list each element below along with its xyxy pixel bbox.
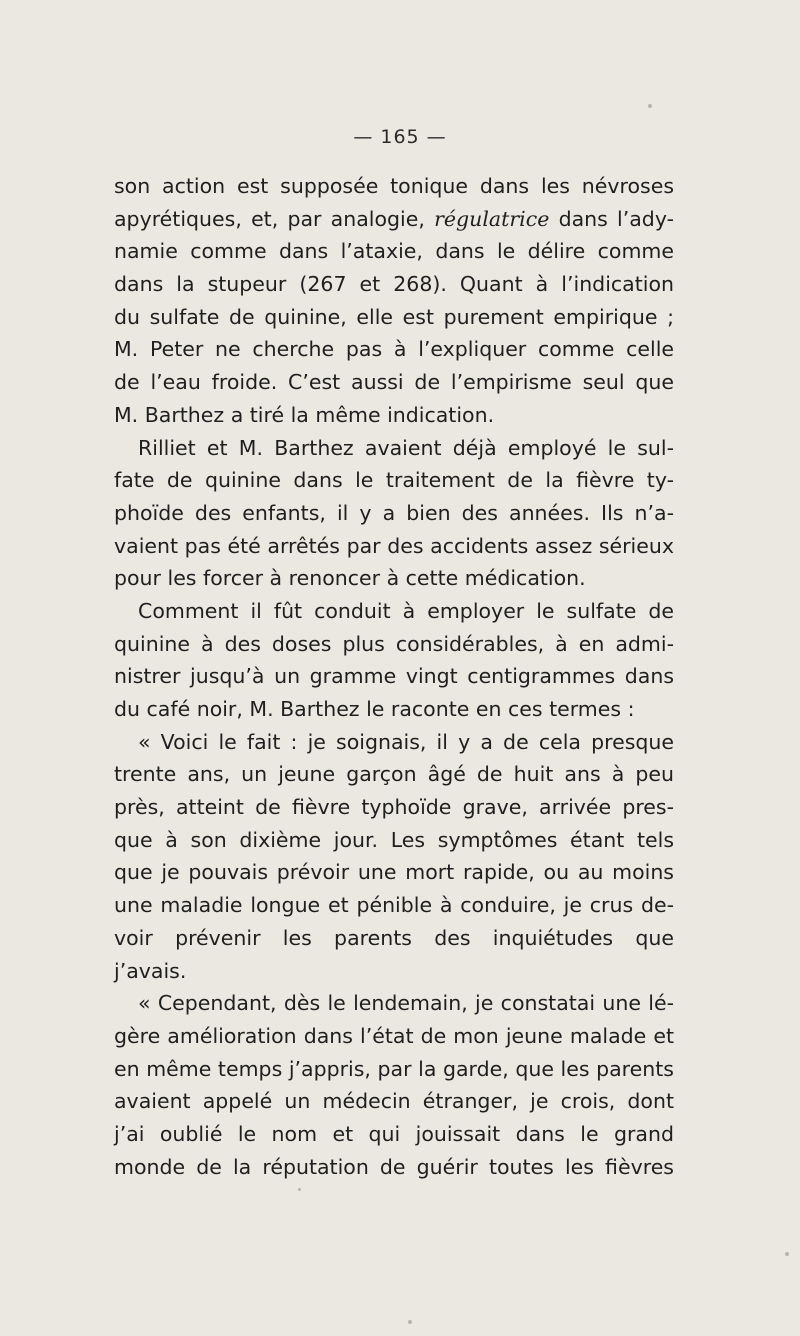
- paper-speck: [298, 1188, 301, 1191]
- text-line: une maladie longue et pénible à conduire, je crus de-: [114, 893, 674, 918]
- text-line: voir prévenir les parents des inquiétudes que: [114, 925, 674, 950]
- text-line: près, atteint de fièvre typhoïde grave, arrivée pres-: [114, 795, 674, 820]
- text-line: monde de la réputation de guérir toutes les fièvres: [114, 1154, 674, 1179]
- text-line: avaient appelé un médecin étranger, je crois, dont: [114, 1089, 674, 1114]
- text-line: vaient pas été arrêtés par des accidents assez sérieux: [114, 533, 674, 558]
- text-line: j’avais.: [114, 958, 187, 983]
- paper-speck: [648, 104, 652, 108]
- page-number: — 165 —: [353, 126, 447, 148]
- text-line: Comment il fût conduit à employer le sulfate de: [138, 598, 674, 623]
- text-line: M. Peter ne cherche pas à l’expliquer comme celle: [114, 337, 674, 362]
- text-line: que je pouvais prévoir une mort rapide, ou au moins: [114, 860, 674, 885]
- text-line: j’ai oublié le nom et qui jouissait dans le grand: [114, 1121, 674, 1146]
- text-line: son action est supposée tonique dans les névroses: [114, 174, 674, 198]
- body-text: [114, 170, 674, 1183]
- text-line: nistrer jusqu’à un gramme vingt centigrammes dans: [114, 664, 674, 689]
- text-segment: dans l’ady-: [549, 206, 674, 231]
- paper-speck: [785, 1252, 789, 1256]
- text-line: « Voici le fait : je soignais, il y a de cela presque: [138, 729, 674, 754]
- text-line: du sulfate de quinine, elle est purement empirique ;: [114, 304, 674, 329]
- text-line: de l’eau froide. C’est aussi de l’empirisme seul que: [114, 370, 674, 395]
- text-line: Rilliet et M. Barthez avaient déjà employé le sul-: [138, 435, 674, 460]
- text-line: phoïde des enfants, il y a bien des années. Ils n’a-: [114, 500, 674, 525]
- text-line: M. Barthez a tiré la même indication.: [114, 402, 495, 427]
- text-line: quinine à des doses plus considérables, à en admi-: [114, 631, 674, 656]
- text-line: en même temps j’appris, par la garde, que les parents: [114, 1056, 674, 1081]
- text-line: pour les forcer à renoncer à cette médication.: [114, 566, 586, 591]
- text-line: dans la stupeur (267 et 268). Quant à l’indication: [114, 272, 674, 297]
- italic-word: régulatrice: [434, 206, 550, 231]
- text-line: gère amélioration dans l’état de mon jeune malade et: [114, 1023, 674, 1048]
- text-segment: apyrétiques, et, par analogie,: [114, 206, 435, 231]
- text-line: fate de quinine dans le traitement de la fièvre ty-: [114, 468, 674, 493]
- text-line: [114, 203, 674, 236]
- text-line: namie comme dans l’ataxie, dans le délire comme: [114, 239, 674, 264]
- text-line: que à son dixième jour. Les symptômes étant tels: [114, 827, 674, 852]
- paper-speck: [408, 1320, 412, 1324]
- text-line: « Cependant, dès le lendemain, je constatai une lé-: [138, 991, 674, 1016]
- text-line: du café noir, M. Barthez le raconte en ces termes :: [114, 697, 635, 721]
- text-line: trente ans, un jeune garçon âgé de huit ans à peu: [114, 762, 674, 787]
